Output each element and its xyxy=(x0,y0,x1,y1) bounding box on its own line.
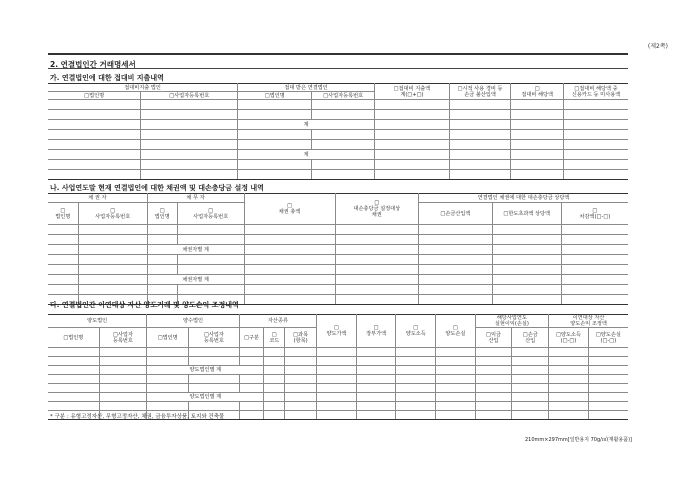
col-excess: □한도초과액 상당액 xyxy=(492,203,561,225)
subtotal-row xyxy=(48,245,628,255)
subtotal-row xyxy=(48,393,628,402)
table-row[interactable] xyxy=(48,348,628,357)
col-code: □ 코드 xyxy=(264,328,285,348)
col-item: □과목 (항목) xyxy=(285,328,317,348)
col-transferee-name: □법인명 xyxy=(147,328,189,348)
col-total-receivable: □ 채권 총액 xyxy=(244,194,335,225)
section-title: 2. 연결법인간 거래명세서 xyxy=(50,60,136,69)
part-a-title: 가. 연결법인에 대한 접대비 지출내역 xyxy=(50,74,164,82)
col-book-value: □ 장부가액 xyxy=(356,315,396,348)
subtotal-row xyxy=(48,120,628,130)
subtotal-row xyxy=(48,366,628,375)
table-row[interactable] xyxy=(48,265,628,275)
subtotal-label: 양도법인별 계 xyxy=(147,366,264,375)
col-expense-total: □접대비 지출액 계(□+□) xyxy=(375,84,450,100)
col-deferred-adjust: 이연대상 자산 양도손익 조정액 xyxy=(549,315,628,328)
col-deductible: □손금산입액 xyxy=(419,203,493,225)
col-loss-inclusion: □손금 산입 xyxy=(512,328,549,348)
col-debtor-regno: □ 사업자등록번호 xyxy=(177,203,244,225)
footnote: * 구분 : 유형고정자산, 무형고정자산, 채권, 금융투자상품, 토지와 건축물 xyxy=(50,414,225,420)
col-transferor-regno: □사업자 등록번호 xyxy=(99,328,147,348)
col-realized: 해당사업연도 실현이익(손실) xyxy=(475,315,549,328)
table-row[interactable] xyxy=(48,235,628,245)
table-row[interactable] xyxy=(48,384,628,393)
page-number: (제2쪽) xyxy=(647,43,668,50)
part-b-title: 나. 사업연도말 현재 연결법인에 대한 채권액 및 대손충당금 설정 내역 xyxy=(50,184,264,192)
table-row[interactable] xyxy=(48,110,628,120)
col-asset-type: 자산종류 xyxy=(239,315,317,328)
table-row[interactable] xyxy=(48,255,628,265)
col-loss-adjust: □양도손실 (□-□) xyxy=(588,328,628,348)
col-allowance-target: □ 대손충당금 설정대상 채권 xyxy=(335,194,419,225)
asset-transfer-table xyxy=(48,314,628,420)
paper-spec: 210mm×297mm[일반용지 70g/㎡(재활용품)] xyxy=(524,437,632,443)
col-transferor-name: □법인명 xyxy=(48,328,99,348)
part-c-title: 다. 연결법인간 이연대상 자산 양도거래 및 양도손익 조정내역 xyxy=(50,301,239,309)
col-debtor-name: □ 법인명 xyxy=(147,203,177,225)
table-row[interactable] xyxy=(48,100,628,110)
table-row[interactable] xyxy=(48,285,628,295)
col-transfer-loss: □ 양도손실 xyxy=(436,315,476,348)
col-debtor: 채 무 자 xyxy=(147,194,244,203)
table-row[interactable] xyxy=(48,170,628,180)
table-row[interactable] xyxy=(48,225,628,235)
col-creditor-regno: □ 사업자등록번호 xyxy=(78,203,147,225)
top-rule xyxy=(48,53,628,55)
col-receiver: 접대 받은 연결법인 xyxy=(238,84,375,92)
col-difference: □ 차감액(□-□) xyxy=(561,203,628,225)
col-transferee: 양수법인 xyxy=(147,315,239,328)
col-allowance-equivalent: 연결법인 채권에 대한 대손충당금 상당액 xyxy=(419,194,628,203)
col-spender-regno: □사업자등록번호 xyxy=(141,92,238,100)
subtotal-label: 계 xyxy=(238,120,375,130)
col-transfer-gain: □ 양도소득 xyxy=(396,315,436,348)
col-no-card: □접대비 해당액 중 신용카드 등 미사용액 xyxy=(564,84,628,100)
col-nondeductible: □시적 사용 경비 등 손금 불산입액 xyxy=(449,84,510,100)
col-spender: 접대비지출 법인 xyxy=(48,84,238,92)
subtotal-label: 계 xyxy=(238,150,375,160)
col-receiver-name: □법인명 xyxy=(238,92,312,100)
section-rule xyxy=(48,68,628,69)
table-row[interactable] xyxy=(48,402,628,411)
col-receiver-regno: □사업자등록번호 xyxy=(312,92,375,100)
subtotal-label: 채권자별 계 xyxy=(147,245,244,255)
table-row[interactable] xyxy=(48,375,628,384)
entertainment-expense-table xyxy=(48,83,628,180)
col-transferee-regno: □사업자 등록번호 xyxy=(189,328,240,348)
col-transferor: 양도법인 xyxy=(48,315,147,328)
subtotal-label: 채권자별 계 xyxy=(147,275,244,285)
subtotal-label: 양도법인별 계 xyxy=(147,393,264,402)
col-spender-name: □법인명 xyxy=(48,92,141,100)
col-transfer-price: □ 양도가액 xyxy=(317,315,357,348)
col-entertainment-amount: □ 접대비 해당액 xyxy=(511,84,564,100)
subtotal-row xyxy=(48,275,628,285)
col-category: □구분 xyxy=(239,328,264,348)
subtotal-row xyxy=(48,150,628,160)
col-income-inclusion: □익금 산입 xyxy=(475,328,512,348)
table-row[interactable] xyxy=(48,140,628,150)
receivables-table xyxy=(48,193,628,305)
table-row[interactable] xyxy=(48,130,628,140)
table-row[interactable] xyxy=(48,357,628,366)
col-gain-adjust: □양도소득 (□-□) xyxy=(549,328,589,348)
col-creditor: 채 권 자 xyxy=(48,194,147,203)
col-creditor-name: □ 법인명 xyxy=(48,203,78,225)
table-row[interactable] xyxy=(48,160,628,170)
